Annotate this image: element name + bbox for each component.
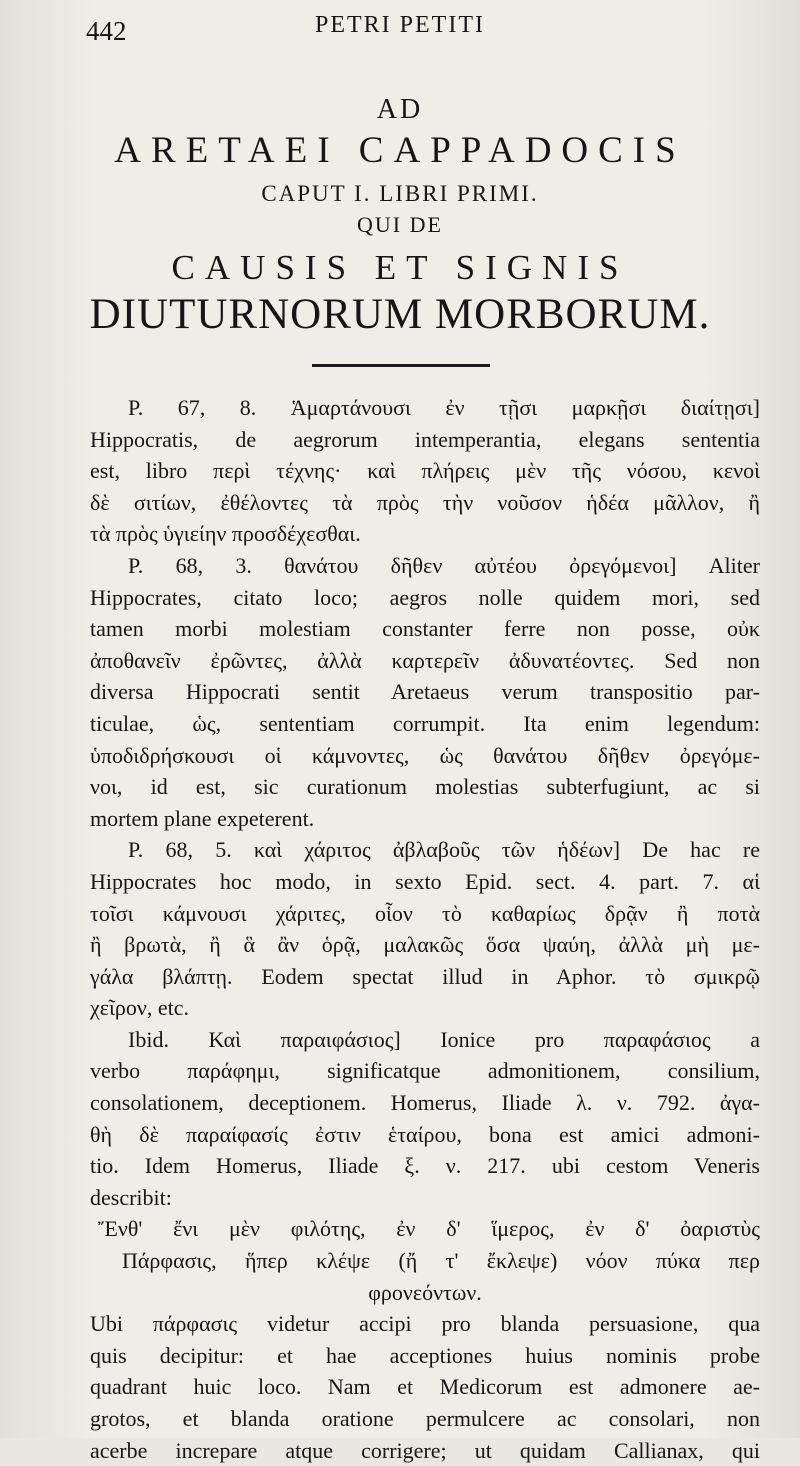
page-number: 442 <box>86 16 127 46</box>
text-line: νοι, id est, sic curationum molestias subterfugiunt, ac si <box>90 774 760 800</box>
text-line: Hippocratis, de aegrorum intemperantia, elegans sententia <box>90 426 760 452</box>
text-line: verbo παράφημι, significatque admonitionem, consilium, <box>90 1058 760 1084</box>
title-qui-de: QUI DE <box>357 212 443 237</box>
text-line: γάλα βλάπτῃ. Eodem spectat illud in Aphor. τὸ σμικρῷ <box>90 963 760 989</box>
text-line: θὴ δὲ παραίφασίς ἐστιν ἑταίρου, bona est amici admoni- <box>90 1121 760 1147</box>
text-line: quis decipitur: et hae acceptiones huius nominis probe <box>90 1342 760 1368</box>
verse-line: Πάρφασις, ἥπερ κλέψε (ἤ τ' ἔκλεψε) νόον πύκα περ <box>122 1248 760 1274</box>
text-line: mortem plane expeterent. <box>90 805 315 831</box>
text-line: Ubi πάρφασις videtur accipi pro blanda persuasione, qua <box>90 1311 760 1337</box>
title-rule <box>312 364 490 367</box>
verse-line: Ἔνθ' ἔνι μὲν φιλότης, ἐν δ' ἵμερος, ἐν δ' ὀαριστὺς <box>98 1216 760 1242</box>
text-line: ἀποθανεῖν ἐρῶντες, ἀλλὰ καρτερεῖν ἀδυνατέοντες. Sed non <box>90 647 760 673</box>
text-line: δὲ σιτίων, ἐθέλοντες τὰ πρὸς τὴν νοῦσον ἡδέα μᾶλλον, ἢ <box>90 489 760 515</box>
text-line: grotos, et blanda oratione permulcere ac consolari, non <box>90 1406 760 1431</box>
text-line: ticulae, ὡς, sententiam corrumpit. Ita enim legendum: <box>90 710 760 736</box>
text-line: Ibid. Καὶ παραιφάσιος] Ionice pro παραφάσιος a <box>128 1026 760 1052</box>
title-block <box>0 92 800 340</box>
text-line: ἢ βρωτὰ, ἢ ἃ ἂν ὁρᾷ, μαλακῶς ὅσα ψαύη, ἀλλὰ μὴ με- <box>90 932 760 958</box>
body-text <box>90 392 760 1466</box>
text-line: diversa Hippocrati sentit Aretaeus verum transpositio par- <box>90 679 760 705</box>
text-line: P. 68, 3. θανάτου δῆθεν αὐτέου ὀρεγόμενοι] Aliter <box>128 552 760 578</box>
text-line: ὑποδιδρήσκουσι οἱ κάμνοντες, ὡς θανάτου δῆθεν ὀρεγόμε- <box>90 742 760 768</box>
text-line: τὰ πρὸς ὑγιείην προσδέχεσθαι. <box>90 521 361 547</box>
text-line: quadrant huic loco. Nam et Medicorum est admonere ae- <box>90 1374 760 1400</box>
text-line: tio. Idem Homerus, Iliade ξ. ν. 217. ubi cestom Veneris <box>90 1153 760 1179</box>
title-causis: CAUSIS ET SIGNIS <box>171 248 629 287</box>
text-line: Hippocrates, citato loco; aegros nolle quidem mori, sed <box>90 584 760 610</box>
running-title: PETRI PETITI <box>315 12 485 38</box>
text-line: τοῖσι κάμνουσι χάριτες, οἷον τὸ καθαρίως δρᾷν ἢ ποτὰ <box>90 900 760 926</box>
running-head <box>0 6 800 46</box>
text-line: Hippocrates hoc modo, in sexto Epid. sect. 4. part. 7. αἱ <box>90 868 760 894</box>
text-line: P. 68, 5. καὶ χάριτος ἀβλαβοῦς τῶν ἡδέων] De hac re <box>128 837 760 863</box>
title-ad: AD <box>376 94 424 125</box>
title-diuturnorum: DIUTURNORUM MORBORUM. <box>89 291 711 338</box>
verse-line: φρονεόντων. <box>368 1279 482 1305</box>
text-line: describit: <box>90 1184 172 1210</box>
title-aretaei: ARETAEI CAPPADOCIS <box>114 130 686 171</box>
text-line: P. 67, 8. Ἁμαρτάνουσι ἐν τῇσι μαρκῇσι διαίτῃσι] <box>128 395 760 420</box>
text-line: acerbe increpare atque corrigere; ut quidam Callianax, qui <box>90 1437 760 1463</box>
text-line: χεῖρον, etc. <box>90 995 189 1021</box>
text-line: tamen morbi molestiam constanter ferre non posse, οὐκ <box>90 616 760 642</box>
text-line: consolationem, deceptionem. Homerus, Iliade λ. ν. 792. ἀγα- <box>90 1090 760 1116</box>
title-caput: CAPUT I. LIBRI PRIMI. <box>261 181 539 206</box>
text-line: est, libro περὶ τέχνης· καὶ πλήρεις μὲν τῆς νόσου, κενοὶ <box>90 458 760 484</box>
